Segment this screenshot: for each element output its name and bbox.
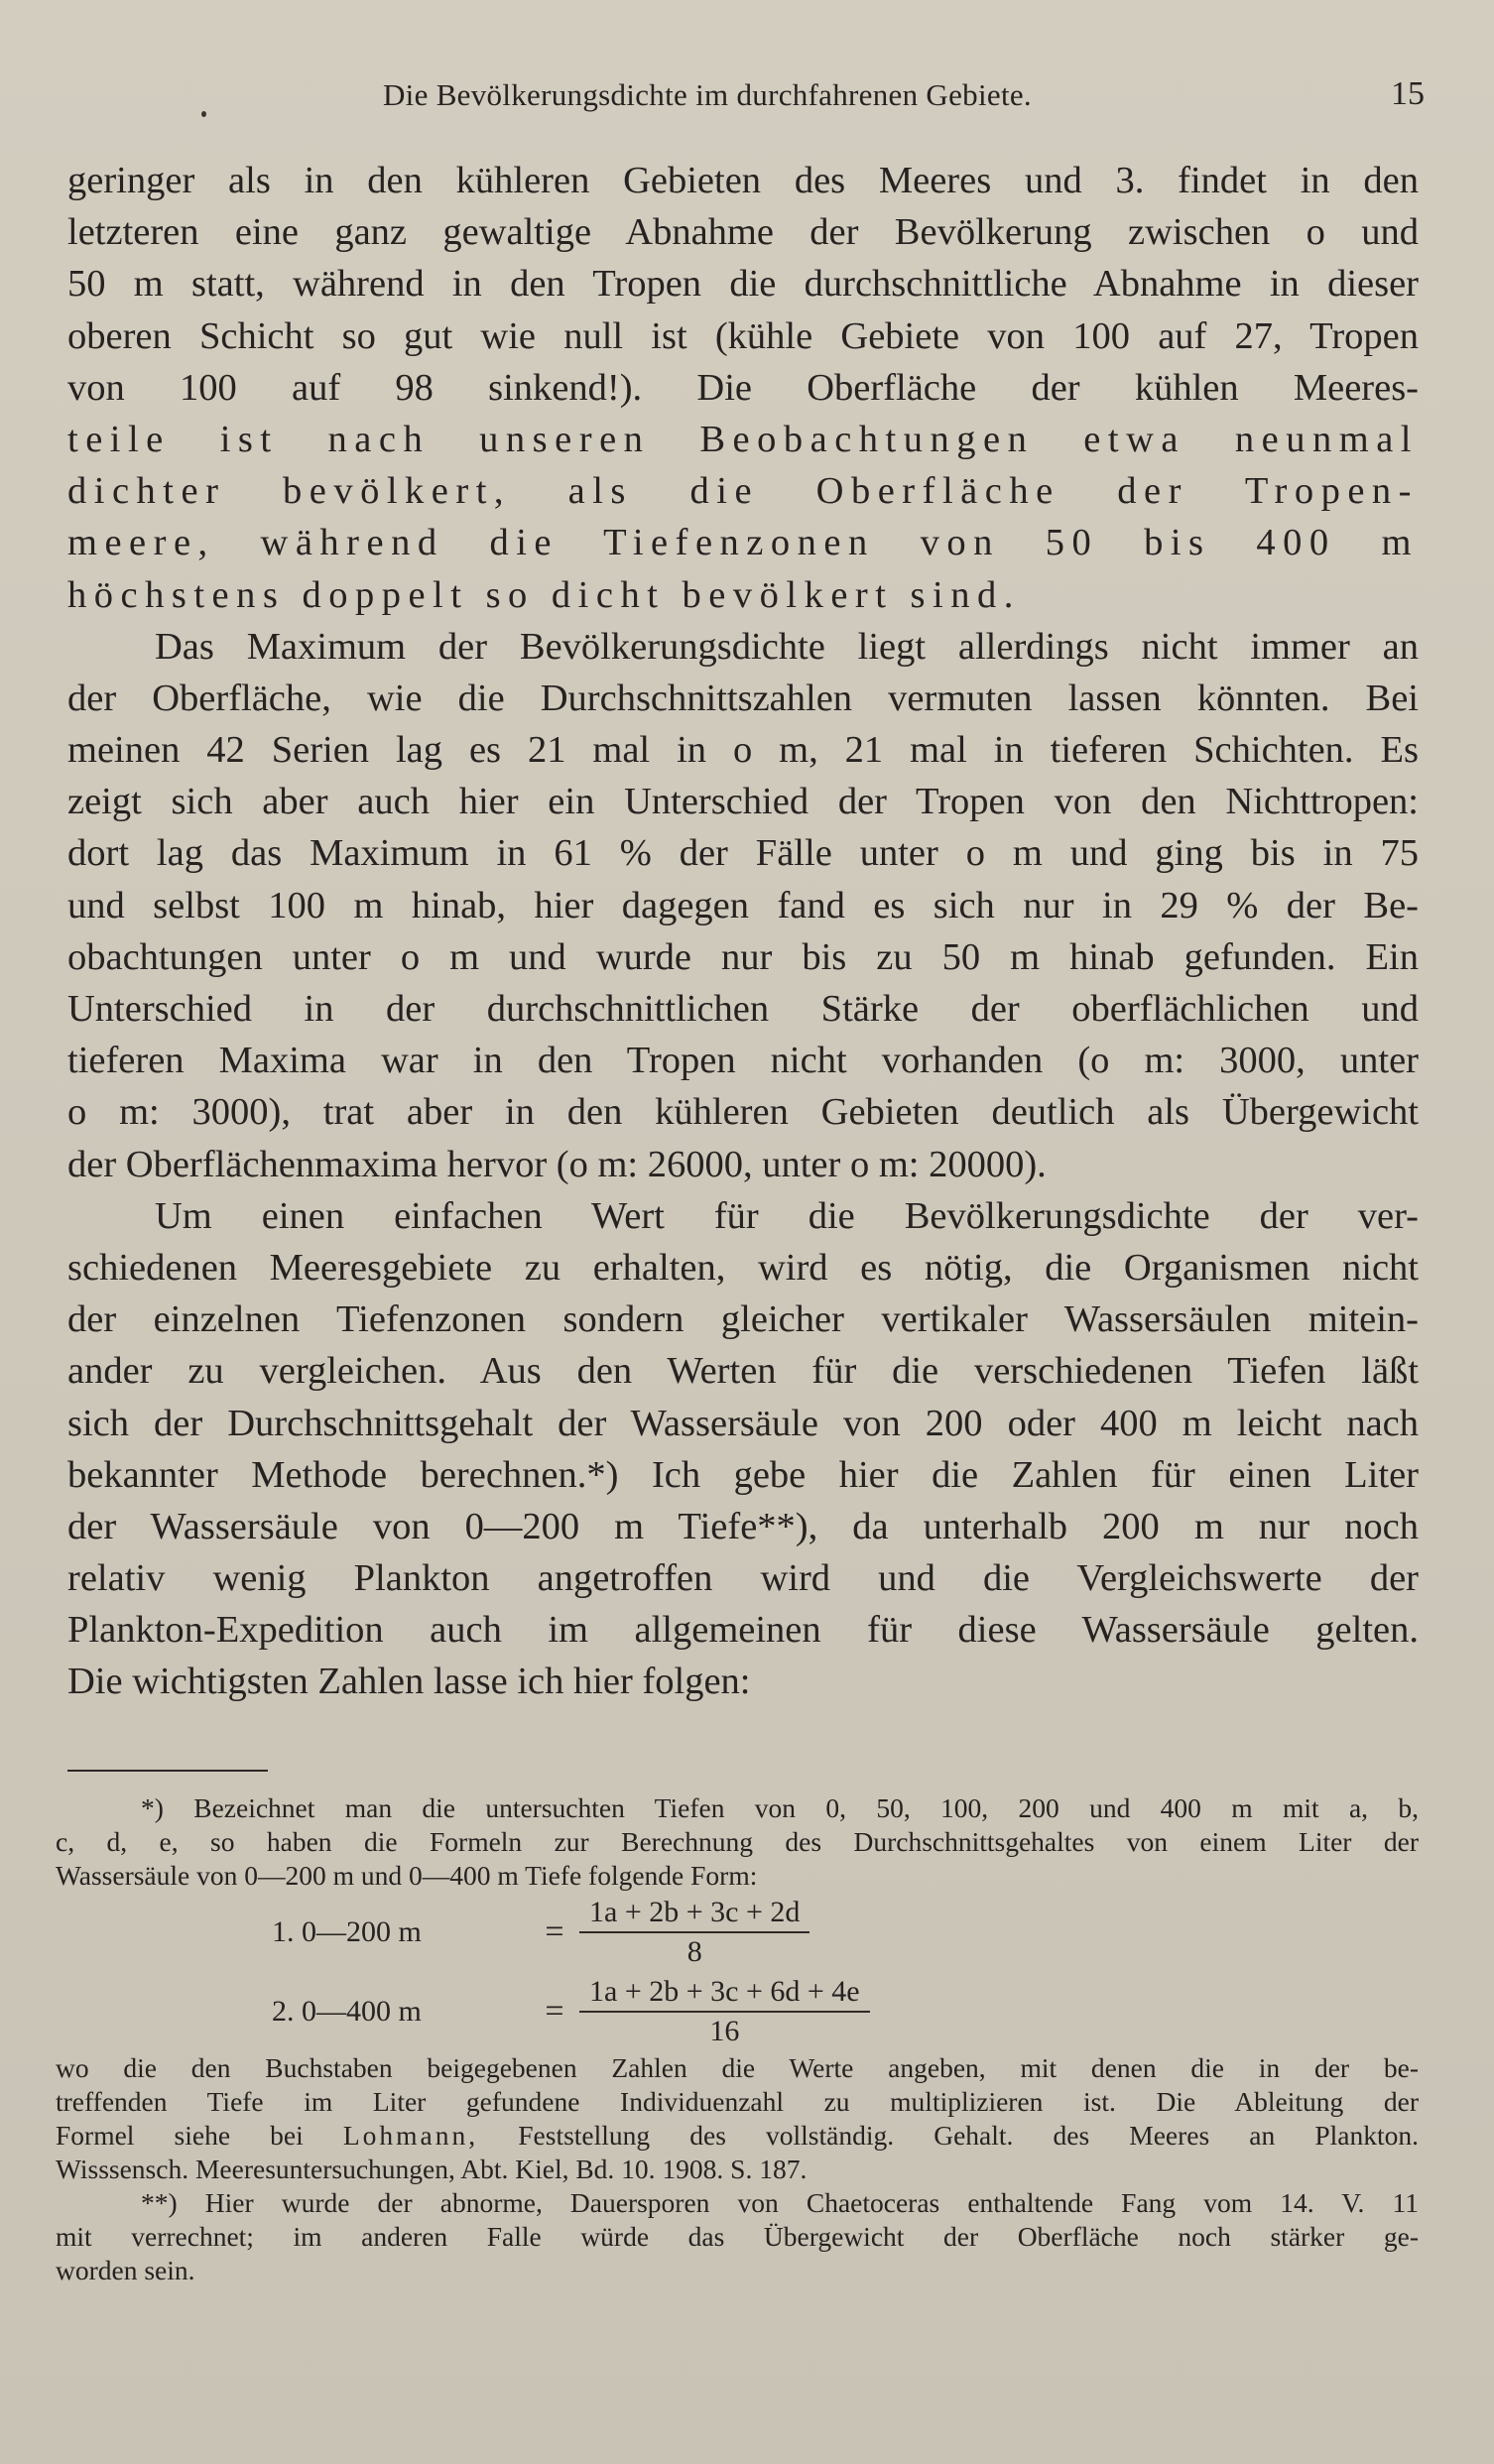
text-line: der Wassersäule von 0—200 m Tiefe**), da unterhalb 200 m nur noch [67,1505,1419,1547]
body-text [67,155,1419,1708]
reference-prefix: Formel siehe bei [56,2120,304,2151]
running-head [67,77,1425,121]
text-line-emphasis: teile ist nach unseren Beobachtungen etwa neunmal [67,418,1419,460]
text-line: Plankton-Expedition auch im allgemeinen für diese Wassersäule gelten. [67,1609,1419,1652]
formula-denominator: 16 [709,2015,740,2047]
text-line: der Oberflächenmaxima hervor (o m: 26000, unter o m: 20000). [67,1143,1047,1185]
text-line: sich der Durchschnittsgehalt der Wassersäule von 200 oder 400 m leicht nach [67,1402,1419,1444]
text-line: 50 m statt, während in den Tropen die durchschnittliche Abnahme in dieser [67,263,1419,306]
text-line: Um einen einfachen Wert für die Bevölkerungsdichte der ver- [155,1194,1419,1237]
footnotes [56,1791,1419,2287]
page-number: 15 [1391,75,1425,112]
text-line: dort lag das Maximum in 61 % der Fälle unter o m und ging bis in 75 [67,832,1419,875]
text-line: zeigt sich aber auch hier ein Unterschied der Tropen von den Nichttropen: [67,781,1419,823]
formula-numerator: 1a + 2b + 3c + 2d [579,1896,809,1933]
formula-lhs: 2. 0—400 m [272,1995,422,2028]
print-speck [201,111,206,117]
text-line: Die wichtigsten Zahlen lasse ich hier folgen: [67,1661,751,1703]
text-line: obachtungen unter o m und wurde nur bis zu 50 m hinab gefunden. Ein [67,935,1419,978]
text-line-emphasis: höchstens doppelt so dicht bevölkert sind. [67,573,1021,616]
text-line: oberen Schicht so gut wie null ist (kühle Gebiete von 100 auf 27, Tropen [67,314,1419,357]
text-line-emphasis: meere, während die Tiefenzonen von 50 bis 400 m [67,522,1419,564]
footnote-line: wo die den Buchstaben beigegebenen Zahlen die Werte angeben, mit denen die in der be- [56,2052,1419,2083]
footnote-line: worden sein. [56,2255,195,2285]
formula-equals: = [545,1913,564,1950]
footnote-divider [67,1770,268,1772]
reference-title: Feststellung des vollständig. Gehalt. des Meeres an Plankton. [518,2120,1419,2151]
formula-0-200 [272,1893,1419,1972]
text-line: tieferen Maxima war in den Tropen nicht vorhanden (o m: 3000, unter [67,1040,1419,1082]
footnote-line: Wassersäule von 0—200 m und 0—400 m Tiefe folgende Form: [56,1860,758,1891]
text-line: von 100 auf 98 sinkend!). Die Oberfläche der kühlen Meeres- [67,366,1419,409]
text-line: o m: 3000), trat aber in den kühleren Gebieten deutlich als Übergewicht [67,1091,1419,1134]
formula-denominator: 8 [686,1935,702,1968]
formula-equals: = [545,1993,564,2030]
text-line: relativ wenig Plankton angetroffen wird und die Vergleichswerte der [67,1557,1419,1600]
formula-fraction [579,1896,809,1969]
footnote-line: treffenden Tiefe im Liter gefundene Individuenzahl zu multiplizieren ist. Die Ableitung der [56,2086,1419,2117]
footnote-line: *) Bezeichnet man die untersuchten Tiefen von 0, 50, 100, 200 und 400 m mit a, b, [141,1792,1419,1823]
text-line: Unterschied in der durchschnittlichen Stärke der oberflächlichen und [67,988,1419,1030]
reference-author: Lohmann, [342,2120,479,2151]
formula-0-400 [272,1972,1419,2051]
formula-lhs: 1. 0—200 m [272,1915,422,1948]
text-line-emphasis: dichter bevölkert, als die Oberfläche der Tropen- [67,470,1419,513]
text-line: bekannter Methode berechnen.*) Ich gebe hier die Zahlen für einen Liter [67,1453,1419,1496]
text-line: der Oberfläche, wie die Durchschnittszahlen vermuten lassen könnten. Bei [67,677,1419,719]
formula-fraction [579,1975,870,2048]
text-line: geringer als in den kühleren Gebieten des Meeres und 3. findet in den [67,160,1419,201]
text-line: schiedenen Meeresgebiete zu erhalten, wird es nötig, die Organismen nicht [67,1246,1419,1289]
footnote-line: Wisssensch. Meeresuntersuchungen, Abt. Kiel, Bd. 10. 1908. S. 187. [56,2154,808,2184]
text-line: und selbst 100 m hinab, hier dagegen fand es sich nur in 29 % der Be- [67,884,1419,926]
footnote-line: mit verrechnet; im anderen Falle würde das Übergewicht der Oberfläche noch stärker ge- [56,2221,1419,2252]
text-line: letzteren eine ganz gewaltige Abnahme der Bevölkerung zwischen o und [67,211,1419,254]
footnote-line: c, d, e, so haben die Formeln zur Berechnung des Durchschnittsgehaltes von einem Liter der [56,1826,1419,1857]
text-line: der einzelnen Tiefenzonen sondern gleicher vertikaler Wassersäulen mitein- [67,1298,1419,1341]
text-line: Das Maximum der Bevölkerungsdichte liegt allerdings nicht immer an [155,625,1419,668]
text-line: ander zu vergleichen. Aus den Werten für die verschiedenen Tiefen läßt [67,1350,1419,1393]
formula-numerator: 1a + 2b + 3c + 6d + 4e [579,1975,870,2013]
footnote-line: **) Hier wurde der abnorme, Dauersporen von Chaetoceras enthaltende Fang vom 14. V. 11 [141,2187,1419,2218]
running-title: Die Bevölkerungsdichte im durchfahrenen Gebiete. [383,77,1032,112]
footnote-reference-line [56,2119,1419,2153]
text-line: meinen 42 Serien lag es 21 mal in o m, 21 mal in tieferen Schichten. Es [67,729,1419,772]
